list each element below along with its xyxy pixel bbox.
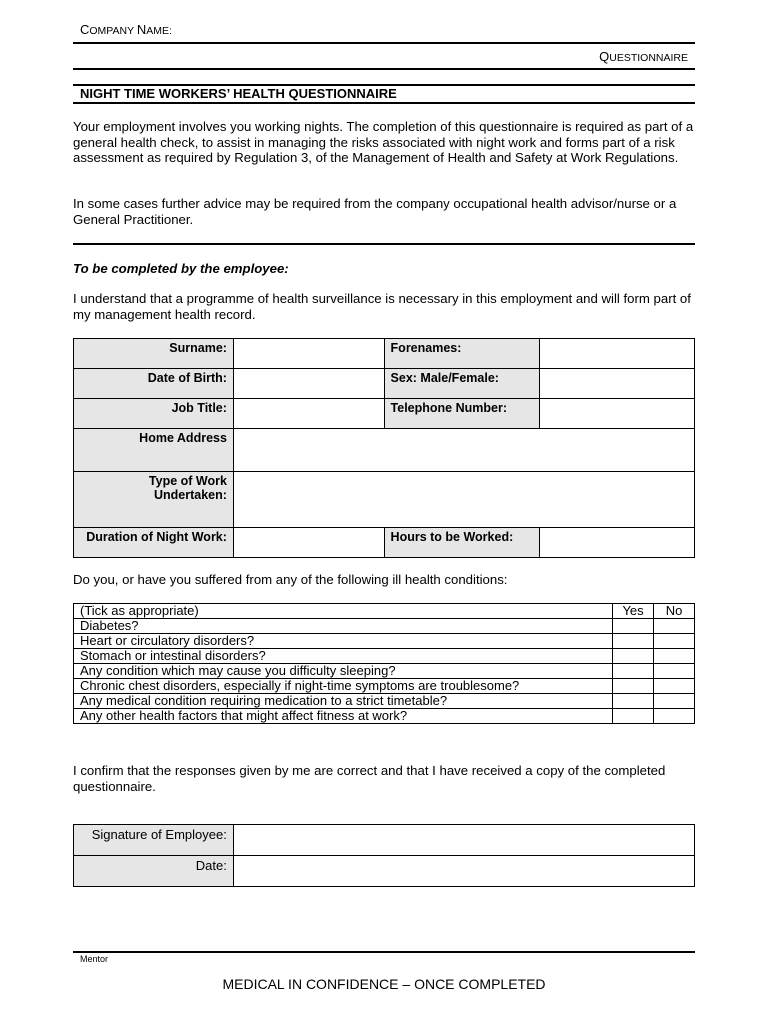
home-address-label: Home Address bbox=[74, 429, 234, 472]
no-checkbox[interactable] bbox=[654, 649, 695, 664]
yes-checkbox[interactable] bbox=[613, 709, 654, 724]
hours-field[interactable] bbox=[540, 528, 695, 558]
header-rule-bottom bbox=[73, 68, 695, 70]
condition-label: Diabetes? bbox=[74, 619, 613, 634]
duration-label: Duration of Night Work: bbox=[74, 528, 234, 558]
yes-checkbox[interactable] bbox=[613, 679, 654, 694]
conditions-table bbox=[73, 603, 695, 724]
date-label: Date: bbox=[74, 856, 234, 887]
doc-type-rest: UESTIONNAIRE bbox=[609, 52, 688, 64]
confidential-notice: MEDICAL IN CONFIDENCE – ONCE COMPLETED bbox=[222, 976, 546, 992]
company-label-initial: C bbox=[80, 22, 90, 37]
confirm-paragraph: I confirm that the responses given by me are correct and that I have received a copy of the completed questionnaire. bbox=[73, 763, 666, 794]
type-of-work-label: Type of Work Undertaken: bbox=[74, 472, 234, 528]
type-of-work-field[interactable] bbox=[233, 472, 694, 528]
yes-checkbox[interactable] bbox=[613, 634, 654, 649]
no-header: No bbox=[654, 604, 695, 619]
job-title-field[interactable] bbox=[233, 399, 384, 429]
job-title-label: Job Title: bbox=[74, 399, 234, 429]
no-checkbox[interactable] bbox=[654, 619, 695, 634]
no-checkbox[interactable] bbox=[654, 694, 695, 709]
condition-label: Any other health factors that might affect fitness at work? bbox=[74, 709, 613, 724]
condition-row bbox=[74, 709, 695, 724]
condition-row bbox=[74, 679, 695, 694]
condition-label: Stomach or intestinal disorders? bbox=[74, 649, 613, 664]
yes-checkbox[interactable] bbox=[613, 664, 654, 679]
sex-field[interactable] bbox=[540, 369, 695, 399]
company-label-initial-2: N bbox=[136, 22, 147, 37]
doc-type-initial: Q bbox=[599, 49, 610, 64]
date-field[interactable] bbox=[233, 856, 694, 887]
no-checkbox[interactable] bbox=[654, 634, 695, 649]
understand-paragraph: I understand that a programme of health surveillance is necessary in this employment and will form part of my management health record. bbox=[73, 291, 691, 322]
signature-table bbox=[73, 824, 695, 887]
header-rule-top bbox=[73, 42, 695, 44]
employee-heading: To be completed by the employee: bbox=[73, 261, 289, 276]
document-type-label bbox=[599, 49, 688, 64]
signature-label: Signature of Employee: bbox=[74, 825, 234, 856]
forenames-label: Forenames: bbox=[384, 339, 540, 369]
advice-paragraph: In some cases further advice may be required from the company occupational health advisor/nurse or a General Practitioner. bbox=[73, 196, 677, 227]
condition-label: Any medical condition requiring medication to a strict timetable? bbox=[74, 694, 613, 709]
mentor-label: Mentor bbox=[80, 954, 109, 964]
page-title: NIGHT TIME WORKERS’ HEALTH QUESTIONNAIRE bbox=[80, 86, 397, 101]
no-checkbox[interactable] bbox=[654, 679, 695, 694]
signature-field[interactable] bbox=[233, 825, 694, 856]
condition-label: Heart or circulatory disorders? bbox=[74, 634, 613, 649]
title-rule-bottom bbox=[73, 102, 695, 104]
sex-label: Sex: Male/Female: bbox=[384, 369, 540, 399]
company-label-rest-2: AME: bbox=[146, 25, 172, 37]
condition-row bbox=[74, 664, 695, 679]
duration-field[interactable] bbox=[233, 528, 384, 558]
yes-header: Yes bbox=[613, 604, 654, 619]
surname-field[interactable] bbox=[233, 339, 384, 369]
condition-row bbox=[74, 619, 695, 634]
conditions-header: (Tick as appropriate) bbox=[74, 604, 613, 619]
condition-row bbox=[74, 649, 695, 664]
no-checkbox[interactable] bbox=[654, 664, 695, 679]
home-address-field[interactable] bbox=[233, 429, 694, 472]
telephone-label: Telephone Number: bbox=[384, 399, 540, 429]
telephone-field[interactable] bbox=[540, 399, 695, 429]
condition-label: Any condition which may cause you difficulty sleeping? bbox=[74, 664, 613, 679]
yes-checkbox[interactable] bbox=[613, 649, 654, 664]
dob-field[interactable] bbox=[233, 369, 384, 399]
dob-label: Date of Birth: bbox=[74, 369, 234, 399]
condition-row bbox=[74, 694, 695, 709]
forenames-field[interactable] bbox=[540, 339, 695, 369]
no-checkbox[interactable] bbox=[654, 709, 695, 724]
yes-checkbox[interactable] bbox=[613, 619, 654, 634]
intro-paragraph: Your employment involves you working nights. The completion of this questionnaire is required as part of a general health check, to assist in managing the risks associated with night work and forms part of a risk assessment as required by Regulation 3, of the Management of Health and Safety at Work Regulations. bbox=[73, 119, 694, 165]
employee-details-table bbox=[73, 338, 695, 558]
conditions-intro: Do you, or have you suffered from any of the following ill health conditions: bbox=[73, 572, 508, 587]
hours-label: Hours to be Worked: bbox=[384, 528, 540, 558]
yes-checkbox[interactable] bbox=[613, 694, 654, 709]
footer-rule bbox=[73, 951, 695, 953]
condition-row bbox=[74, 634, 695, 649]
company-name-label bbox=[80, 22, 172, 37]
section-rule bbox=[73, 243, 695, 245]
surname-label: Surname: bbox=[74, 339, 234, 369]
condition-label: Chronic chest disorders, especially if night-time symptoms are troublesome? bbox=[74, 679, 613, 694]
company-label-rest: OMPANY bbox=[89, 25, 137, 37]
